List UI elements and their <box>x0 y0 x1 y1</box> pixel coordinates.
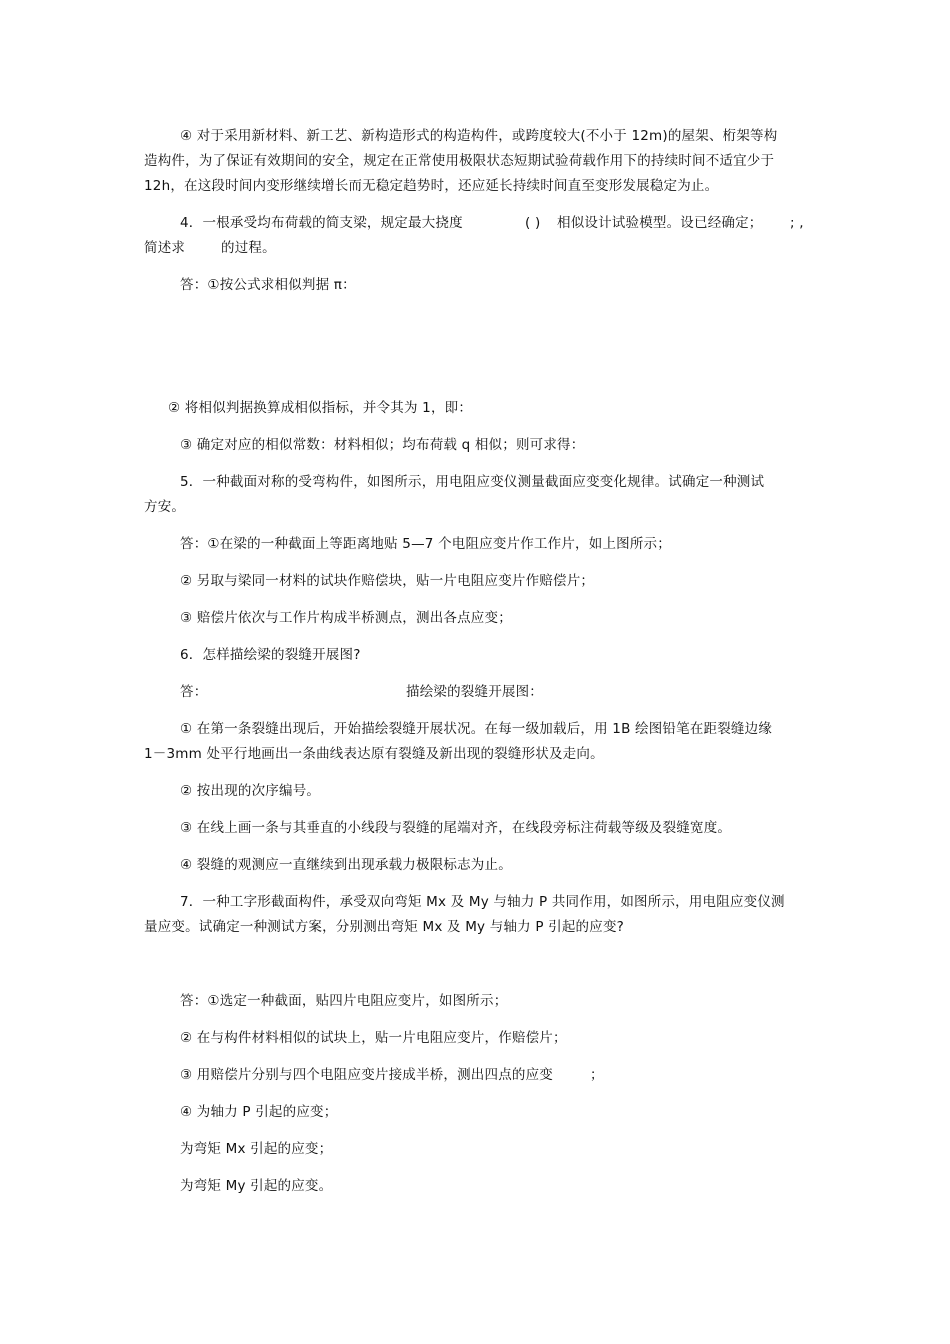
question-4-line-1b: ( ) <box>525 215 541 231</box>
answer-6-step-3: ③ 在线上画一条与其垂直的小线段与裂缝的尾端对齐，在线段旁标注荷载等级及裂缝宽度。 <box>180 820 732 836</box>
answer-6-label: 答： <box>180 684 208 700</box>
para-line: ④ 对于采用新材料、新工艺、新构造形式的构造构件，或跨度较大(不小于 12m)的屋架、桁架等构 <box>180 128 778 144</box>
question-4-line-1c: 相似设计试验模型。设已经确定； <box>557 215 763 231</box>
question-4-line-2a: 简述求 <box>144 240 186 256</box>
answer-4-step-3: ③ 确定对应的相似常数：材料相似；均布荷载 q 相似；则可求得： <box>180 437 585 453</box>
answer-6-step-1-line-1: ① 在第一条裂缝出现后，开始描绘裂缝开展状况。在每一级加载后，用 1B 绘图铅笔在距裂缝边缘 <box>180 721 773 737</box>
question-4-line-1a: 4．一根承受均布荷载的简支梁，规定最大挠度 <box>180 215 463 231</box>
answer-7-step-1: 答：①选定一种截面，贴四片电阻应变片，如图所示； <box>180 993 508 1009</box>
answer-4-step-1: 答：①按公式求相似判据 π： <box>180 277 356 293</box>
question-7-line-2: 量应变。试确定一种测试方案，分别测出弯矩 Mx 及 My 与轴力 P 引起的应变? <box>144 919 625 935</box>
question-7-line-1: 7．一种工字形截面构件，承受双向弯矩 Mx 及 My 与轴力 P 共同作用，如图所示，用电阻应变仪测 <box>180 894 785 910</box>
answer-6-step-2: ② 按出现的次序编号。 <box>180 783 321 799</box>
answer-7-step-3a: ③ 用赔偿片分别与四个电阻应变片接成半桥，测出四点的应变 <box>180 1067 553 1083</box>
answer-5-step-2: ② 另取与梁同一材料的试块作赔偿块，贴一片电阻应变片作赔偿片； <box>180 573 595 589</box>
question-4-line-2b: 的过程。 <box>221 240 276 256</box>
question-5-line-2: 方安。 <box>144 499 186 515</box>
question-6-line-1: 6．怎样描绘梁的裂缝开展图? <box>180 647 361 663</box>
answer-6-step-1-line-2: 1－3mm 处平行地画出一条曲线表达原有裂缝及新出现的裂缝形状及走向。 <box>144 746 604 762</box>
answer-7-step-2: ② 在与构件材料相似的试块上，贴一片电阻应变片，作赔偿片； <box>180 1030 567 1046</box>
answer-7-step-3b: ； <box>590 1067 604 1083</box>
answer-5-step-1: 答：①在梁的一种截面上等距离地贴 5—7 个电阻应变片作工作片，如上图所示； <box>180 536 671 552</box>
answer-7-line-my: 为弯矩 My 引起的应变。 <box>180 1178 333 1194</box>
answer-4-step-2: ② 将相似判据换算成相似指标，并令其为 1，即： <box>168 400 473 416</box>
answer-6-title: 描绘梁的裂缝开展图： <box>406 684 543 700</box>
answer-5-step-3: ③ 赔偿片依次与工作片构成半桥测点，测出各点应变； <box>180 610 512 626</box>
answer-7-step-4: ④ 为轴力 P 引起的应变； <box>180 1104 338 1120</box>
answer-6-step-4: ④ 裂缝的观测应一直继续到出现承载力极限标志为止。 <box>180 857 512 873</box>
answer-7-line-mx: 为弯矩 Mx 引起的应变； <box>180 1141 333 1157</box>
para-line: 造构件，为了保证有效期间的安全，规定在正常使用极限状态短期试验荷载作用下的持续时间不适宜少于 <box>144 153 775 169</box>
question-5-line-1: 5．一种截面对称的受弯构件，如图所示，用电阻应变仪测量截面应变变化规律。试确定一种测试 <box>180 474 765 490</box>
para-line: 12h，在这段时间内变形继续增长而无稳定趋势时，还应延长持续时间直至变形发展稳定为止。 <box>144 178 719 194</box>
question-4-line-1d: ; , <box>790 215 804 231</box>
